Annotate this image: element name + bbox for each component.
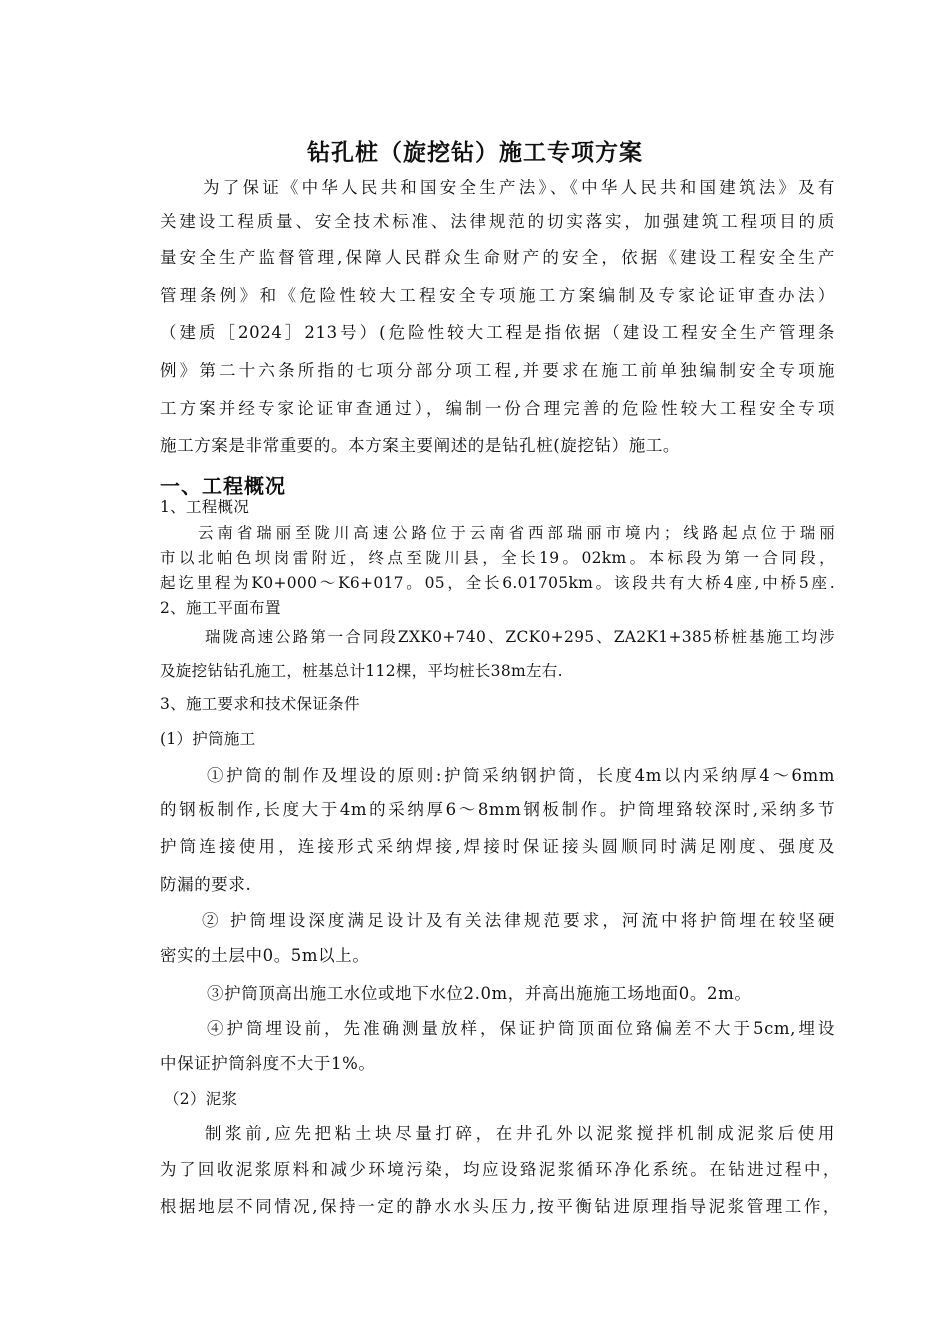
body-line: 及旋挖钻钻孔施工，桩基总计112棵，平均桩长38m左右.	[160, 662, 563, 680]
subsection-heading: 1、工程概况	[160, 498, 250, 516]
body-line: 市以北帕色坝岗雷附近，终点至陇川县，全长19。02km。本标段为第一合同段，	[160, 549, 835, 567]
intro-line: 工方案并经专家论证审查通过），编制一份合理完善的危险性较大工程安全专项	[160, 399, 835, 418]
body-line: 制浆前,应先把粘土块尽量打碎，在井孔外以泥浆搅拌机制成泥浆后使用	[205, 1124, 835, 1143]
intro-line: 施工方案是非常重要的。本方案主要阐述的是钻孔桩(旋挖钻）施工。	[160, 436, 681, 455]
body-line: 云南省瑞丽至陇川高速公路位于云南省西部瑞丽市境内；线路起点位于瑞丽	[198, 524, 835, 542]
document-title: 钻孔桩（旋挖钻）施工专项方案	[307, 140, 643, 166]
body-line: ①护筒的制作及埋设的原则:护筒采纳钢护筒，长度4m以内采纳厚4～6mm	[207, 766, 835, 785]
item-heading: （2）泥浆	[164, 1090, 238, 1108]
body-line: 防漏的要求.	[160, 875, 252, 894]
intro-line: （建质［2024］213号）(危险性较大工程是指依据（建设工程安全生产管理条	[160, 323, 835, 342]
body-line: 为了回收泥浆原料和减少环境污染，均应设臵泥浆循环净化系统。在钻进过程中，	[160, 1160, 840, 1179]
intro-line: 为了保证《中华人民共和国安全生产法》、《中华人民共和国建筑法》及有	[203, 178, 835, 197]
subsection-heading: 2、施工平面布置	[160, 599, 281, 617]
intro-line: 关建设工程质量、安全技术标准、法律规范的切实落实，加强建筑工程项目的质	[160, 212, 835, 231]
intro-line: 量安全生产监督管理,保障人民群众生命财产的安全，依据《建设工程安全生产	[160, 248, 835, 267]
subsection-heading: 3、施工要求和技术保证条件	[160, 695, 360, 713]
body-line: 中保证护筒斜度不大于1%。	[160, 1054, 376, 1073]
body-line: ④护筒埋设前，先准确测量放样，保证护筒顶面位臵偏差不大于5cm,埋设	[207, 1019, 835, 1038]
intro-line: 管理条例》和《危险性较大工程安全专项施工方案编制及专家论证审查办法）	[160, 286, 835, 305]
body-line: ③护筒顶高出施工水位或地下水位2.0m，并高出施施工场地面0。2m。	[207, 984, 752, 1003]
body-line: 护筒连接使用，连接形式采纳焊接,焊接时保证接头圆顺同时满足刚度、强度及	[160, 837, 835, 856]
body-line: 密实的土层中0。5m以上。	[160, 946, 370, 965]
body-line: ② 护筒埋设深度满足设计及有关法律规范要求，河流中将护筒埋在较坚硬	[202, 911, 835, 930]
item-heading: (1）护筒施工	[160, 730, 256, 748]
section-heading: 一、工程概况	[160, 474, 286, 498]
intro-line: 例》第二十六条所指的七项分部分项工程,并要求在施工前单独编制安全专项施	[160, 361, 835, 380]
body-line: 瑞陇高速公路第一合同段ZXK0+740、ZCK0+295、ZA2K1+385桥桩基施工均涉	[205, 628, 835, 646]
body-line: 根据地层不同情况,保持一定的静水水头压力,按平衡钻进原理指导泥浆管理工作，	[160, 1197, 840, 1216]
body-line: 的钢板制作,长度大于4m的采纳厚6～8mm钢板制作。护筒埋臵较深时,采纳多节	[160, 800, 835, 819]
body-line: 起讫里程为K0+000～K6+017。05，全长6.01705km。该段共有大桥4座,中桥5座.	[160, 574, 835, 592]
